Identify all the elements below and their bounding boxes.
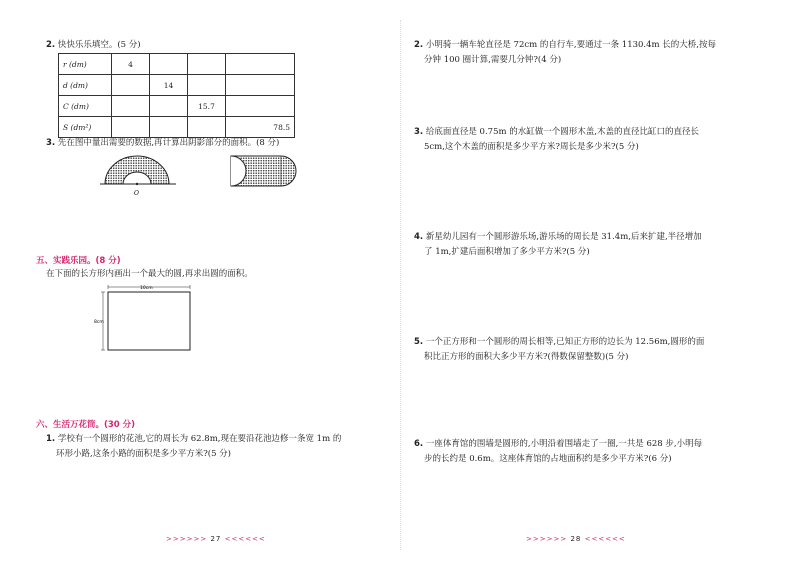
question-number: 2.	[414, 40, 424, 50]
question-number: 3.	[414, 127, 424, 137]
question-text-line2: 了 1m,扩建后面积增加了多少平方米?(5 分)	[424, 247, 590, 257]
table-cell[interactable]	[188, 117, 226, 138]
table-row	[59, 54, 295, 75]
center-label: O	[134, 190, 139, 197]
footer-deco: >>>>>>	[166, 535, 208, 543]
table-cell[interactable]	[226, 75, 295, 96]
height-label: 8cm	[94, 320, 104, 325]
page-right	[400, 0, 800, 579]
page-number: 27	[210, 535, 222, 543]
table-cell[interactable]	[112, 75, 150, 96]
question-text-line2: 积比正方形的面积大多少平方米?(得数保留整数)(5 分)	[424, 352, 629, 362]
question-text-line1: 新星幼儿园有一个圆形游乐场,游乐场的周长是 31.4m,后来扩建,半径增加	[425, 232, 702, 242]
drawing-rectangle[interactable]	[92, 283, 192, 353]
table-cell[interactable]	[188, 75, 226, 96]
question-number: 2.	[46, 40, 56, 50]
table-cell[interactable]	[150, 96, 188, 117]
table-cell[interactable]	[150, 54, 188, 75]
question-text-line1: 学校有一个圆形的花池,它的周长为 62.8m,现在要沿花池边修一条宽 1m 的	[57, 434, 342, 444]
question-text-line1: 一座体育馆的围墙是圆形的,小明沿着围墙走了一圈,一共是 628 步,小明每	[425, 439, 703, 449]
question-number: 3.	[46, 138, 56, 148]
table-cell[interactable]: 15.7	[188, 96, 226, 117]
footer-deco: >>>>>>	[526, 535, 568, 543]
section-5-instruction: 在下面的长方形内画出一个最大的圆,再求出圆的面积。	[46, 269, 253, 279]
question-text-line2: 分钟 100 圈计算,需要几分钟?(4 分)	[424, 55, 562, 65]
question-6-right	[414, 437, 702, 467]
table-row	[59, 75, 295, 96]
table-row	[59, 96, 295, 117]
question-text: 先在图中量出需要的数据,再计算出阴影部分的面积。(8 分)	[57, 138, 280, 148]
page-number: 28	[570, 535, 582, 543]
fill-in-table	[58, 53, 295, 138]
shaded-half-ring-figure	[100, 152, 180, 198]
footer-deco: <<<<<<	[224, 535, 266, 543]
question-text-line2: 环形小路,这条小路的面积是多少平方米?(5 分)	[56, 449, 232, 459]
question-text: 快快乐乐填空。(5 分)	[57, 40, 141, 50]
row-header: r (dm)	[59, 54, 112, 75]
table-cell[interactable]	[112, 117, 150, 138]
question-text-line1: 小明骑一辆车轮直径是 72cm 的自行车,要通过一条 1130.4m 长的大桥,按每	[425, 40, 717, 50]
page-footer-right	[526, 535, 626, 543]
question-2-left	[46, 38, 141, 53]
question-2-right	[414, 38, 716, 68]
question-3-left	[46, 136, 279, 151]
table-cell[interactable]	[112, 96, 150, 117]
question-4-right	[414, 230, 702, 260]
table-cell[interactable]	[226, 96, 295, 117]
section-5-title: 五、实践乐园。(8 分)	[36, 256, 121, 266]
question-3-right	[414, 125, 699, 155]
question-5-right	[414, 335, 704, 365]
table-cell[interactable]	[226, 54, 295, 75]
question-text-line2: 步的长约是 0.6m。这座体育馆的占地面积约是多少平方米?(6 分)	[424, 454, 672, 464]
footer-deco: <<<<<<	[584, 535, 626, 543]
width-label: 10cm	[140, 286, 153, 291]
question-number: 5.	[414, 337, 424, 347]
question-number: 4.	[414, 232, 424, 242]
question-1-left	[46, 432, 341, 462]
row-header: d (dm)	[59, 75, 112, 96]
table-cell[interactable]	[188, 54, 226, 75]
question-number: 1.	[46, 434, 56, 444]
page-footer-left	[166, 535, 266, 543]
row-header: C (dm)	[59, 96, 112, 117]
table-cell[interactable]: 4	[112, 54, 150, 75]
section-6-title: 六、生活万花筒。(30 分)	[36, 420, 136, 430]
table-row	[59, 117, 295, 138]
question-number: 6.	[414, 439, 424, 449]
table-cell[interactable]	[150, 117, 188, 138]
question-text-line2: 5cm,这个木盖的面积是多少平方米?周长是多少米?(5 分)	[424, 142, 639, 152]
table-cell[interactable]: 14	[150, 75, 188, 96]
shaded-rect-semicircle-figure	[225, 152, 305, 192]
table-cell[interactable]: 78.5	[226, 117, 295, 138]
question-text-line1: 一个正方形和一个圆形的周长相等,已知正方形的边长为 12.56m,圆形的面	[425, 337, 705, 347]
question-text-line1: 给底面直径是 0.75m 的水缸做一个圆形木盖,木盖的直径比缸口的直径长	[425, 127, 699, 137]
row-header: S (dm²)	[59, 117, 112, 138]
